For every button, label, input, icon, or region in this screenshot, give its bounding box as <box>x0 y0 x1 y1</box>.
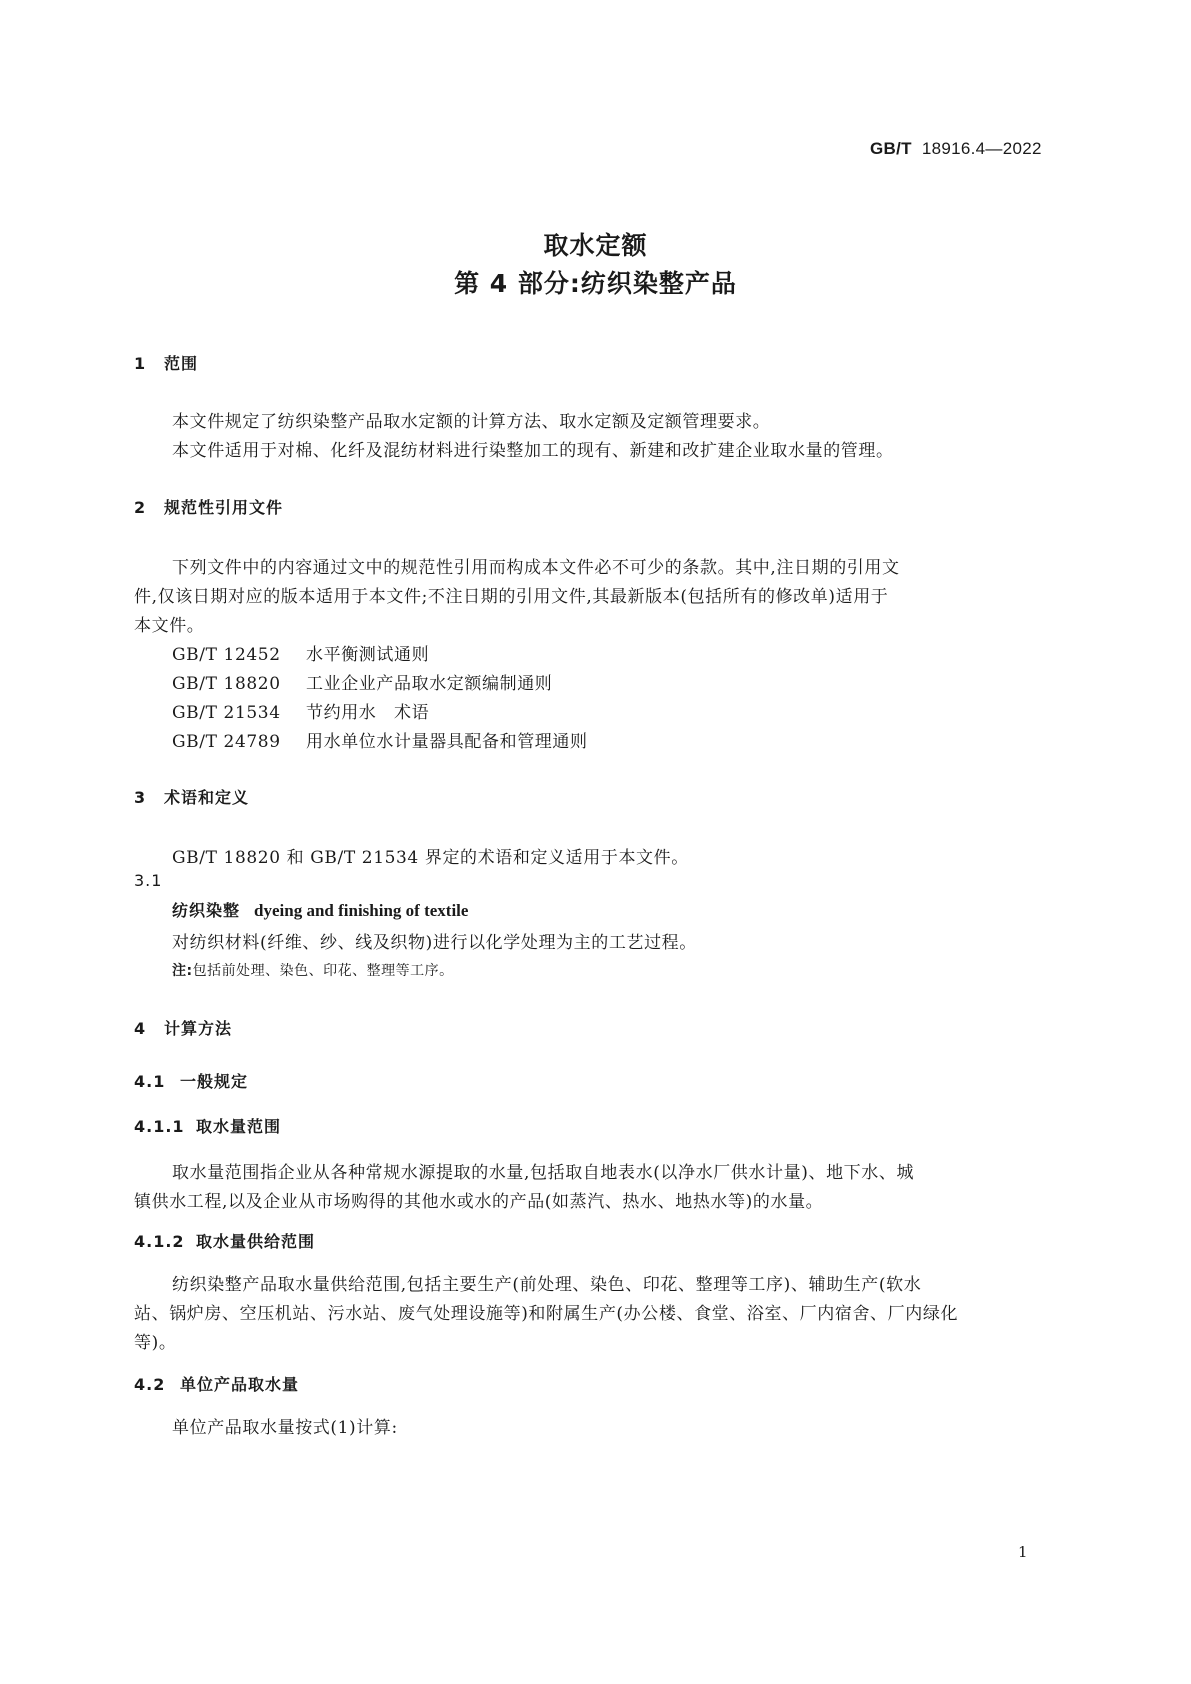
standard-code: 18916.4—2022 <box>921 139 1042 158</box>
reference-item <box>172 727 588 752</box>
section-title: 单位产品取水量 <box>180 1375 300 1394</box>
paragraph: 取水量范围指企业从各种常规水源提取的水量,包括取自地表水(以净水厂供水计量)、地下水、城 <box>172 1163 915 1183</box>
section-number: 4.2 <box>134 1375 166 1394</box>
section-title: 取水量范围 <box>196 1117 282 1136</box>
section-number: 4 <box>134 1019 147 1038</box>
paragraph: 等)。 <box>134 1333 177 1353</box>
section-number: 2 <box>134 498 147 517</box>
term-english: dyeing and finishing of textile <box>254 901 469 920</box>
section-title: 一般规定 <box>180 1072 249 1091</box>
paragraph: GB/T 18820 和 GB/T 21534 界定的术语和定义适用于本文件。 <box>172 848 689 868</box>
term-note <box>172 960 454 980</box>
paragraph: 纺织染整产品取水量供给范围,包括主要生产(前处理、染色、印花、整理等工序)、辅助生产(软水 <box>172 1275 922 1295</box>
section-1-heading <box>134 351 198 374</box>
paragraph: 本文件适用于对棉、化纤及混纺材料进行染整加工的现有、新建和改扩建企业取水量的管理。 <box>172 441 894 461</box>
paragraph: 本文件规定了纺织染整产品取水定额的计算方法、取水定额及定额管理要求。 <box>172 412 771 432</box>
document-subtitle: 第 4 部分:纺织染整产品 <box>454 269 737 298</box>
paragraph: 本文件。 <box>134 616 205 636</box>
paragraph: 站、锅炉房、空压机站、污水站、废气处理设施等)和附属生产(办公楼、食堂、浴室、厂内宿舍、厂内绿化 <box>134 1304 959 1324</box>
section-title: 术语和定义 <box>164 788 250 807</box>
paragraph: 单位产品取水量按式(1)计算: <box>172 1418 398 1438</box>
section-number: 1 <box>134 354 147 373</box>
reference-item <box>172 669 552 694</box>
standard-prefix: GB/T <box>870 139 912 158</box>
reference-code: GB/T 21534 <box>172 703 281 723</box>
section-title: 范围 <box>164 354 199 373</box>
term-number: 3.1 <box>134 871 163 890</box>
reference-title: 水平衡测试通则 <box>306 645 430 665</box>
reference-code: GB/T 24789 <box>172 732 281 752</box>
section-title: 计算方法 <box>164 1019 233 1038</box>
reference-title: 工业企业产品取水定额编制通则 <box>306 674 553 694</box>
term-chinese: 纺织染整 <box>172 901 241 920</box>
section-2-heading <box>134 495 283 518</box>
section-number: 4.1 <box>134 1072 166 1091</box>
section-number: 3 <box>134 788 147 807</box>
reference-title: 节约用水 术语 <box>306 703 430 723</box>
page-number: 1 <box>1018 1543 1028 1561</box>
section-title: 规范性引用文件 <box>164 498 284 517</box>
term-definition: 对纺织材料(纤维、纱、线及织物)进行以化学处理为主的工艺过程。 <box>172 933 697 953</box>
reference-code: GB/T 18820 <box>172 674 281 694</box>
reference-item <box>172 698 429 723</box>
reference-title: 用水单位水计量器具配备和管理通则 <box>306 732 588 752</box>
reference-code: GB/T 12452 <box>172 645 281 665</box>
note-label: 注: <box>172 963 193 979</box>
section-number: 4.1.2 <box>134 1232 185 1251</box>
term-entry <box>172 898 468 921</box>
section-4-1-heading <box>134 1069 248 1092</box>
paragraph: 下列文件中的内容通过文中的规范性引用而构成本文件必不可少的条款。其中,注日期的引用文 <box>172 558 900 578</box>
section-number: 4.1.1 <box>134 1117 185 1136</box>
reference-item <box>172 640 429 665</box>
note-text: 包括前处理、染色、印花、整理等工序。 <box>192 963 454 979</box>
section-title: 取水量供给范围 <box>196 1232 316 1251</box>
section-4-1-2-heading <box>134 1229 315 1252</box>
document-title: 取水定额 <box>543 231 648 260</box>
standard-number <box>870 139 1042 159</box>
paragraph: 镇供水工程,以及企业从市场购得的其他水或水的产品(如蒸汽、热水、地热水等)的水量。 <box>134 1192 824 1212</box>
section-4-1-1-heading <box>134 1114 281 1137</box>
section-4-heading <box>134 1016 232 1039</box>
section-3-heading <box>134 785 249 808</box>
section-4-2-heading <box>134 1372 299 1395</box>
paragraph: 件,仅该日期对应的版本适用于本文件;不注日期的引用文件,其最新版本(包括所有的修改单)适用于 <box>134 587 889 607</box>
